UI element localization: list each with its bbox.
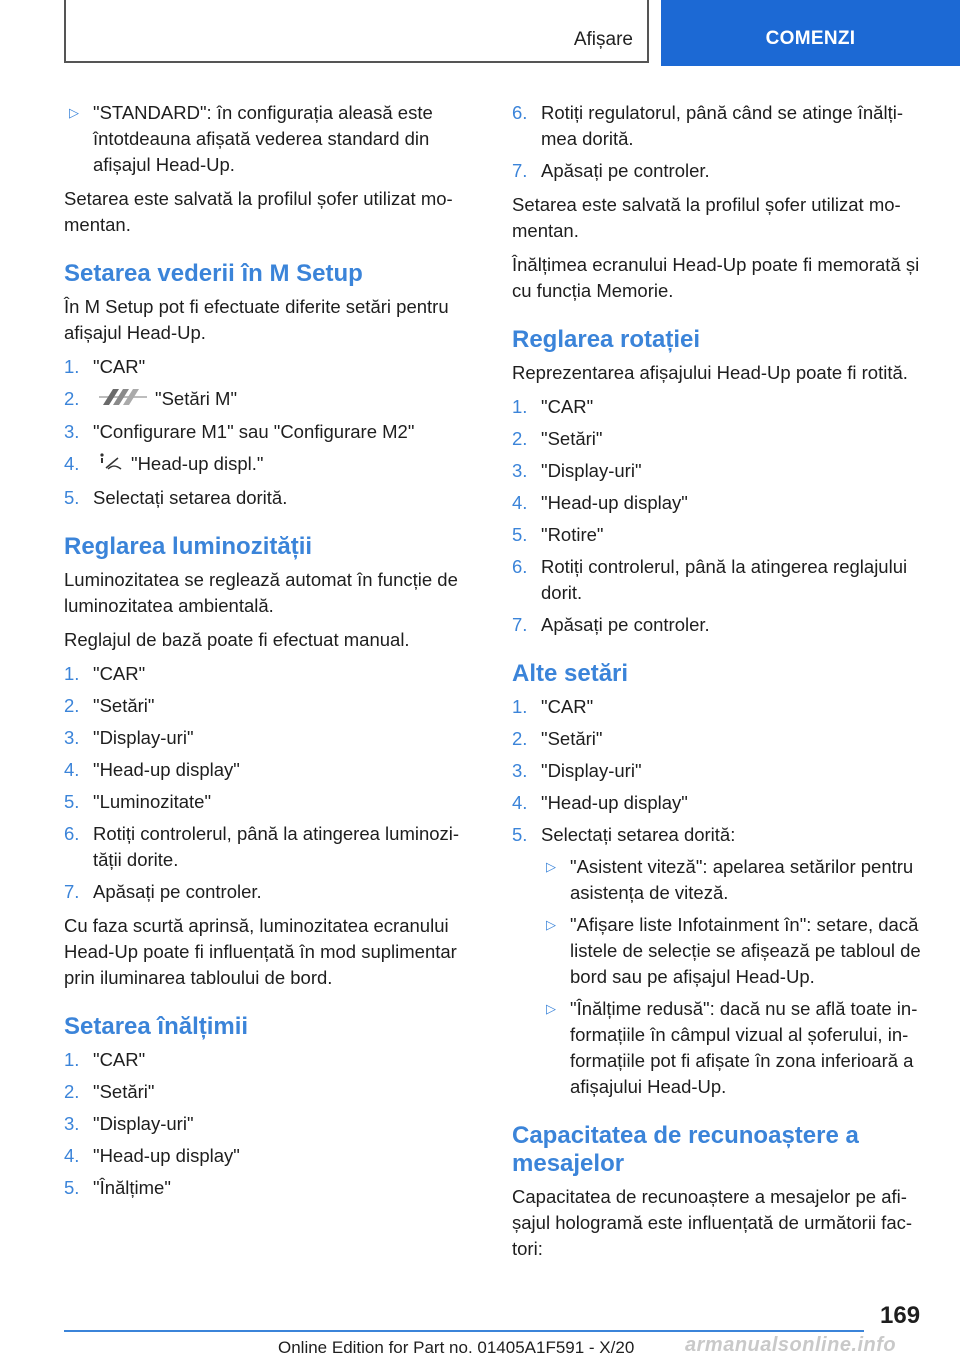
list-item: 4. "Head-up displ." bbox=[64, 451, 482, 479]
footer-watermark: armanualsonline.info bbox=[685, 1334, 897, 1356]
list-item: 5. "Luminozitate" bbox=[64, 790, 212, 812]
list-item: 2. "Setări" bbox=[64, 1080, 155, 1102]
right-column bbox=[512, 100, 930, 1270]
other-steps bbox=[512, 694, 930, 1100]
list-item: 5. "Înălțime" bbox=[64, 1176, 171, 1198]
saved-text-right: Setarea este salvată la profilul șofer utilizat mo-mentan. bbox=[512, 194, 901, 241]
list-item: 7. Apăsați pe controler. bbox=[64, 880, 262, 902]
page-number: 169 bbox=[880, 1302, 921, 1329]
list-item: 2. "Setări" bbox=[64, 694, 155, 716]
list-item: 1. "CAR" bbox=[64, 356, 146, 377]
list-item: 5. "Rotire" bbox=[512, 524, 604, 545]
list-item: 6. Rotiți regulatorul, până când se atinge înălți-mea dorită. bbox=[512, 102, 903, 149]
rotation-text: Reprezentarea afișajului Head-Up poate fi rotită. bbox=[512, 362, 908, 383]
list-item: 4. "Head-up display" bbox=[64, 758, 240, 780]
standard-list bbox=[64, 100, 482, 178]
list-item: 3. "Display-uri" bbox=[64, 1112, 194, 1134]
list-item: 3. "Display-uri" bbox=[64, 726, 194, 748]
head-up-display-icon bbox=[99, 452, 123, 479]
brightness-text-3: Cu faza scurtă aprinsă, luminozitatea ecranului Head-Up poate fi influențată în mod suplimentar prin iluminarea tabloului de bord. bbox=[64, 914, 457, 988]
tab-display-label: Afișare bbox=[573, 29, 633, 50]
height-steps bbox=[64, 1047, 482, 1201]
list-item: 1. "CAR" bbox=[512, 696, 594, 717]
list-item: ▷ "STANDARD": în configurația aleasă este întotdeauna afișată vederea standard din afișajul Head-Up. bbox=[69, 102, 433, 175]
list-item: 2. "Setări" bbox=[512, 728, 603, 749]
brightness-text-1: Luminozitatea se reglează automat în funcție de luminozitatea ambientală. bbox=[64, 568, 458, 616]
list-item: 1. "CAR" bbox=[64, 1048, 146, 1070]
list-item: 6. Rotiți controlerul, până la atingerea luminozi-tății dorite. bbox=[64, 822, 460, 870]
memory-text: Înălțimea ecranului Head-Up poate fi memorată și cu funcția Memorie. bbox=[512, 254, 920, 301]
brightness-text-2: Reglajul de bază poate fi efectuat manual. bbox=[64, 628, 410, 650]
list-item: 4. "Head-up display" bbox=[512, 792, 688, 813]
list-item: 4. "Head-up display" bbox=[64, 1144, 240, 1166]
saved-text: Setarea este salvată la profilul șofer utilizat mo-mentan. bbox=[64, 188, 453, 235]
list-item: 5. Selectați setarea dorită. bbox=[64, 486, 288, 508]
heading-msetup: Setarea vederii în M Setup bbox=[64, 260, 363, 287]
heading-height: Setarea înălțimii bbox=[64, 1012, 249, 1040]
m-stripes-icon bbox=[99, 387, 147, 413]
footer-divider bbox=[64, 1330, 864, 1332]
msetup-text: În M Setup pot fi efectuate diferite setări pentru afișajul Head-Up. bbox=[64, 296, 449, 343]
brightness-steps bbox=[64, 661, 482, 905]
tab-commands[interactable]: COMENZI bbox=[661, 0, 960, 66]
triangle-bullet-icon: ▷ bbox=[546, 917, 556, 932]
list-item: 3. "Display-uri" bbox=[512, 760, 642, 781]
heading-other-settings: Alte setări bbox=[512, 660, 629, 687]
heading-recognition: Capacitatea de recunoaștere a mesajelor bbox=[512, 1122, 859, 1177]
triangle-bullet-icon: ▷ bbox=[546, 1001, 556, 1016]
list-item: ▷ "Afișare liste Infotainment în": setare, dacă listele de selecție se afișează pe tabloul de bord sau pe afișajul Head-Up. bbox=[546, 914, 921, 987]
height-steps-continued bbox=[512, 100, 930, 184]
list-item: 5. Selectați setarea dorită: ▷ "Asistent viteză": apelarea setărilor pentru asistența de viteză. ▷ "Afișare liste Infotainment în": setare, dacă listele de selecție se afișează pe tabloul de bord sau pe afișajul Head-Up. ▷ "Înălțime redusă": dacă nu se află toate in-formațiile în câmpul vizual al șoferului, in-formațiile pot fi afișate în zona inferioară a afișajului Head-Up. bbox=[512, 822, 930, 1100]
triangle-bullet-icon: ▷ bbox=[546, 859, 556, 874]
rotation-steps bbox=[512, 394, 930, 638]
list-item: 2. "Setări M" bbox=[64, 386, 482, 413]
heading-brightness: Reglarea luminozității bbox=[64, 532, 313, 560]
left-column bbox=[64, 100, 482, 1209]
list-item: 1. "CAR" bbox=[64, 662, 146, 684]
recognition-text: Capacitatea de recunoaștere a mesajelor pe afi-șajul hologramă este influențată de următorii fac-tori: bbox=[512, 1186, 913, 1259]
page-header bbox=[0, 0, 960, 66]
list-item: 3. "Configurare M1" sau "Configurare M2" bbox=[64, 421, 415, 443]
list-item: 7. Apăsați pe controler. bbox=[512, 614, 710, 635]
heading-rotation: Reglarea rotației bbox=[512, 326, 701, 353]
list-item: 3. "Display-uri" bbox=[512, 460, 642, 481]
tab-display[interactable] bbox=[64, 0, 649, 63]
list-item: 6. Rotiți controlerul, până la atingerea reglajului dorit. bbox=[512, 556, 908, 603]
list-item: ▷ "Asistent viteză": apelarea setărilor pentru asistența de viteză. bbox=[546, 856, 914, 903]
msetup-steps bbox=[64, 354, 482, 511]
footer-edition: Online Edition for Part no. 01405A1F591 - X/20 bbox=[278, 1338, 635, 1357]
list-item: 4. "Head-up display" bbox=[512, 492, 688, 513]
list-item: 1. "CAR" bbox=[512, 396, 594, 417]
list-item: 2. "Setări" bbox=[512, 428, 603, 449]
other-options-list bbox=[541, 854, 930, 1100]
triangle-bullet-icon: ▷ bbox=[69, 105, 79, 120]
list-item: ▷ "Înălțime redusă": dacă nu se află toate in-formațiile în câmpul vizual al șoferului, in-formațiile pot fi afișate în zona inferioară a afișajului Head-Up. bbox=[546, 998, 918, 1097]
list-item: 7. Apăsați pe controler. bbox=[512, 160, 710, 181]
